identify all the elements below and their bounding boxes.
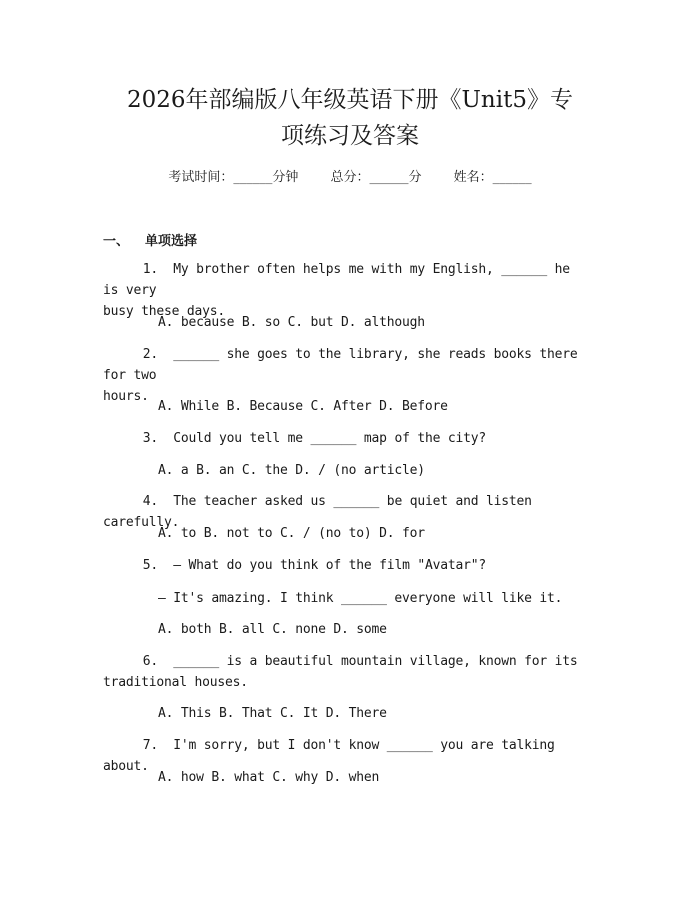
question-number: 5.: [142, 558, 158, 573]
question-number: 2.: [142, 347, 158, 362]
question-1-options: A. because B. so C. but D. although: [158, 315, 425, 330]
question-text: My brother often helps me with my English, ______ he is very: [103, 262, 570, 298]
section-number: 一、: [103, 234, 130, 249]
question-text-cont: busy these days.: [103, 304, 226, 319]
question-text: The teacher asked us ______ be quiet and listen carefully.: [103, 494, 532, 530]
question-number: 6.: [142, 654, 158, 669]
question-3-options: A. a B. an C. the D. / (no article): [158, 463, 425, 478]
question-text-cont: hours.: [103, 389, 149, 404]
title-line-1: 2026年部编版八年级英语下册《Unit5》专: [127, 87, 573, 113]
question-number: 4.: [142, 494, 158, 509]
question-5-reply: — It's amazing. I think ______ everyone will like it.: [158, 591, 563, 606]
exam-info: [0, 169, 700, 187]
question-text: ______ is a beautiful mountain village, known for its: [173, 654, 578, 669]
title-line-2: 项练习及答案: [281, 123, 419, 149]
name-label: 姓名：______: [453, 170, 532, 185]
question-6: [103, 651, 583, 693]
question-4-options: A. to B. not to C. / (no to) D. for: [158, 526, 425, 541]
question-number: 7.: [142, 738, 158, 753]
question-7-options: A. how B. what C. why D. when: [158, 770, 380, 785]
question-2-options: A. While B. Because C. After D. Before: [158, 399, 448, 414]
question-5: [103, 555, 583, 576]
document-title: [60, 82, 640, 154]
total-score-label: 总分：______分: [330, 170, 422, 185]
question-number: 3.: [142, 431, 158, 446]
question-text-cont: traditional houses.: [103, 675, 248, 690]
question-number: 1.: [142, 262, 158, 277]
question-6-options: A. This B. That C. It D. There: [158, 706, 387, 721]
question-text: Could you tell me ______ map of the city?: [173, 431, 486, 446]
question-text: I'm sorry, but I don't know ______ you are talking about.: [103, 738, 555, 774]
section-title: 单项选择: [145, 234, 198, 249]
exam-time-label: 考试时间：______分钟: [168, 170, 299, 185]
question-text: — What do you think of the film "Avatar"?: [173, 558, 486, 573]
question-5-options: A. both B. all C. none D. some: [158, 622, 387, 637]
section-heading: [103, 230, 197, 249]
question-3: [103, 428, 583, 449]
question-text: ______ she goes to the library, she reads books there for two: [103, 347, 578, 383]
